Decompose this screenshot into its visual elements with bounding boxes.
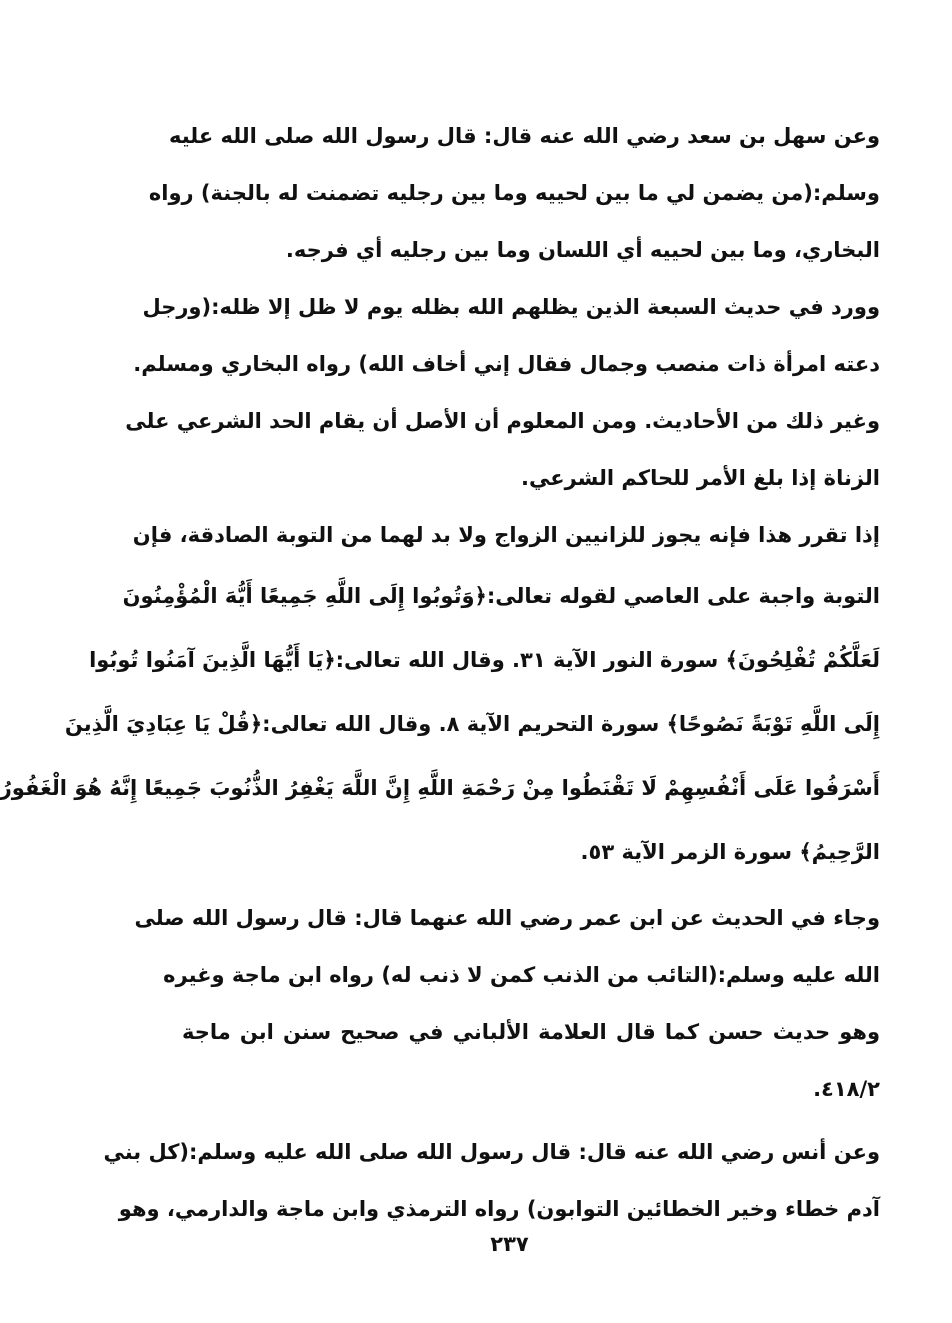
- paragraph-anas-hadith: [103, 1124, 880, 1238]
- text-line: إذا تقرر هذا فإنه يجوز للزانيين الزواج ولا بد لهما من التوبة الصادقة، فإن: [132, 523, 880, 547]
- text-line: ٤١٨/٢.: [813, 1077, 880, 1101]
- text-line: وسلم:(من يضمن لي ما بين لحييه وما بين رجليه تضمنت له بالجنة) رواه: [148, 181, 880, 205]
- quran-verse-line: لَعَلَّكُمْ تُفْلِحُونَ﴾ سورة النور الآية ٣١. وقال الله تعالى:﴿يَا أَيُّهَا الَّذِينَ آمَنُوا تُوبُوا: [89, 648, 880, 672]
- text-line: وغير ذلك من الأحاديث. ومن المعلوم أن الأصل أن يقام الحد الشرعي على: [125, 409, 880, 433]
- text-line: وعن أنس رضي الله عنه قال: قال رسول الله صلى الله عليه وسلم:(كل بني: [103, 1140, 880, 1164]
- text-line: وجاء في الحديث عن ابن عمر رضي الله عنهما قال: قال رسول الله صلى: [134, 906, 880, 930]
- text-line: البخاري، وما بين لحييه أي اللسان وما بين رجليه أي فرجه.: [285, 238, 880, 262]
- text-line: آدم خطاء وخير الخطائين التوابون) رواه الترمذي وابن ماجة والدارمي، وهو: [118, 1197, 880, 1221]
- body-text: [0, 108, 880, 1238]
- quran-verse-line: التوبة واجبة على العاصي لقوله تعالى:﴿وَتُوبُوا إِلَى اللَّهِ جَمِيعًا أَيُّهَ الْمُؤْمِنُونَ: [122, 584, 880, 608]
- paragraph-repentance-verses: [0, 507, 880, 884]
- quran-verse-line: إِلَى اللَّهِ تَوْبَةً نَصُوحًا﴾ سورة التحريم الآية ٨. وقال الله تعالى:﴿قُلْ يَا عِبَادِيَ الَّذِينَ: [64, 712, 880, 736]
- paragraph-sahl-hadith: [148, 108, 880, 279]
- text-line: وورد في حديث السبعة الذين يظلهم الله بظله يوم لا ظل إلا ظله:(ورجل: [142, 295, 880, 319]
- text-line: الزناة إذا بلغ الأمر للحاكم الشرعي.: [521, 466, 880, 490]
- quran-verse-line: أَسْرَفُوا عَلَى أَنْفُسِهِمْ لَا تَقْنَطُوا مِنْ رَحْمَةِ اللَّهِ إِنَّ اللَّهَ يَغْفِرُ الذُّنُوبَ جَمِيعًا إِنَّهُ هُوَ الْغَفُورُ: [0, 776, 880, 800]
- page-number: ٢٣٧: [490, 1232, 529, 1256]
- paragraph-ibn-umar-hadith: [134, 890, 880, 1118]
- text-line: دعته امرأة ذات منصب وجمال فقال إني أخاف الله) رواه البخاري ومسلم.: [133, 352, 880, 376]
- quran-verse-line: الرَّحِيمُ﴾ سورة الزمر الآية ٥٣.: [580, 840, 880, 864]
- text-line: وهو حديث حسن كما قال العلامة الألباني في صحيح سنن ابن ماجة: [182, 1020, 880, 1044]
- text-line: وعن سهل بن سعد رضي الله عنه قال: قال رسول الله صلى الله عليه: [168, 124, 880, 148]
- text-line: الله عليه وسلم:(التائب من الذنب كمن لا ذنب له) رواه ابن ماجة وغيره: [163, 963, 880, 987]
- paragraph-seven-shaded: [125, 279, 880, 507]
